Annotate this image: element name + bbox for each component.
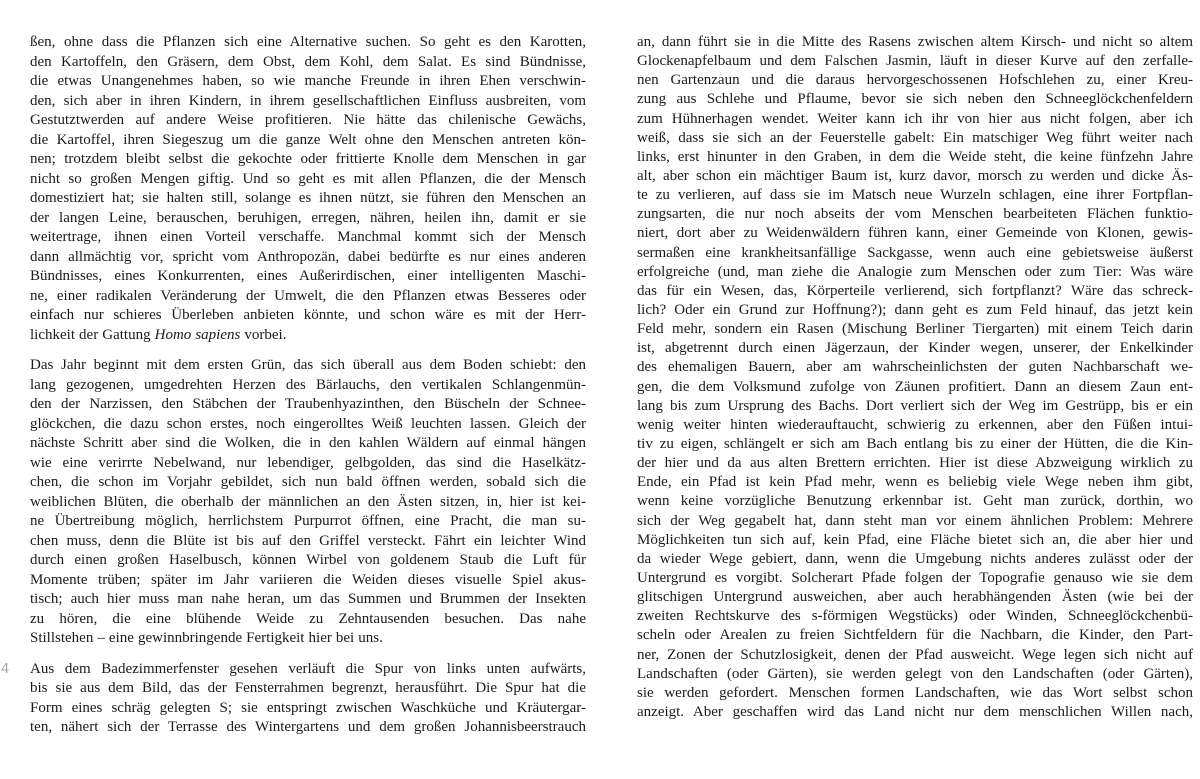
text-line: die Kartoffel, ihren Siegeszug um die ganze Welt ohne den Menschen antreten kön- [30, 131, 586, 148]
text-line: Stillstehen – eine gewinnbringende Fertigkeit hier bei uns. [30, 630, 383, 646]
text-line: nen; trotzdem bleibt selbst die gekochte oder frittierte Knolle dem Menschen in gar [30, 151, 586, 167]
text-line: Bündnisses, eines Konkurrenten, eines Außerirdischen, einer intelligenten Maschi- [30, 268, 586, 284]
text-line: bis sie aus dem Bild, das der Fensterrahmen begrenzt, herausführt. Die Spur hat die [30, 680, 586, 696]
text-line: Feld mehr, sondern ein Rasen (Mischung Berliner Tiergarten) mit einem Teich darin [637, 321, 1193, 338]
text-line: der langen Leine, berauschen, beruhigen, erregen, nähren, heilen ihn, damit er sie [30, 209, 586, 226]
text-line: wie eine verirrte Nebelwand, nur lebendiger, gelbgolden, das sind die Haselkätz- [30, 454, 586, 471]
text-line: das für ein Wesen, das, Körperteile verlierend, sich fortpflanzt? Wäre das schreck- [637, 282, 1193, 299]
text-line: nicht so großen Mengen giftig. Und so geht es mit allen Pflanzen, die der Mensch [30, 170, 586, 187]
numbered-paragraph [1, 660, 586, 738]
text-line: lang gezogenen, umgedrehten Herzen des Bärlauchs, den vertikalen Schlangenmün- [30, 376, 586, 393]
text-line: wenig weiter hinten wiederauftaucht, schwierig zu erkennen, aber den Füßen intui- [637, 416, 1193, 433]
text-line: zweiten Rechtskurve des s-förmigen Wegstücks) oder Winden, Schneeglöckchenbü- [637, 608, 1193, 625]
text-line: ne, einer radikalen Veränderung der Umwelt, die den Pflanzen etwas Besseres oder [30, 287, 586, 304]
text-line: dann allmächtig vor, spricht vom Anthropozän, dabei bedürfte es nur eines anderen [30, 248, 586, 265]
text-line: des ehemaligen Bauern, aber am wahrscheinlichsten der guten Nachbarschaft we- [637, 359, 1193, 376]
text-line: den Kartoffeln, den Gräsern, dem Obst, dem Kohl, dem Salat. Es sind Bündnisse, [30, 53, 586, 70]
text-segment: vorbei. [240, 326, 287, 343]
text-line: weiß, dass sie sich an der Feuerstelle gabelt: Ein matschiger Weg führt weiter nach [637, 129, 1193, 146]
text-line: zungsarten, die nur noch abseits der vom Menschen bearbeiteten Flächen funktio- [637, 206, 1193, 223]
text-line: chen muss, denn die Blüte ist bis auf den Griffel versteckt. Fährt ein leichter Wind [30, 532, 586, 549]
text-segment: lichkeit der Gattung [30, 326, 155, 343]
text-line: lich? Oder ein Grund zur Hoffnung?); dann geht es zum Feld hinauf, das jetzt kein [637, 301, 1193, 318]
text-line: nächste Schritt aber sind die Wolken, die in den kahlen Wäldern auf einmal hängen [30, 435, 586, 451]
text-line: anzeigt. Aber geschaffen wird das Land nicht nur dem menschlichen Willen nach, [637, 703, 1193, 720]
text-line: tisch; auch hier muss man nahe heran, um das Summen und Brummen der Insekten [30, 591, 586, 607]
text-line: glitschigen Untergrund ausweichen, aber auch herabhängenden Ästen (wie bei der [637, 589, 1193, 606]
text-line: da wieder Wege gebiert, dann, wenn die Umgebung nichts anderes zulässt oder der [637, 550, 1193, 567]
text-line: lang bis zum Ursprung des Bachs. Dort verliert sich der Weg im Gestrüpp, bis er ein [637, 397, 1193, 414]
text-line [30, 326, 586, 346]
left-page-text-column [1, 33, 586, 738]
text-line: Aus dem Badezimmerfenster gesehen verläuft die Spur von links unten aufwärts, [30, 660, 586, 677]
text-line: zum Hühnerhagen wendet. Weiter kann ich ihr von hier aus nicht folgen, aber ich [637, 110, 1193, 127]
text-line: Ende, ein Pfad ist kein Pfad mehr, wenn es beliebig viele Wege neben ihm gibt, [637, 474, 1193, 491]
text-line: Glockenapfelbaum und dem Falschen Jasmin, läuft in dieser Kurve auf den zerfalle- [637, 53, 1193, 70]
paragraph [637, 33, 1193, 722]
text-line: die etwas Unangenehmes haben, so wie manche Freunde in ihren Ehen verschwin- [30, 73, 586, 89]
text-line: sich der Weg gegabelt hat, dann steht man vor einem ähnlichen Problem: Mehrere [637, 512, 1193, 529]
text-line: scheln oder Arealen zu freien Sichtfeldern für die Nachbarn, die Kinder, den Part- [637, 627, 1193, 644]
text-line: sie werden gefordert. Menschen formen Landschaften, wie das Wort selbst schon [637, 684, 1193, 701]
text-line: den, sich aber in ihren Kindern, in ihrem gesellschaftlichen Einfluss ausbreiten, vom [30, 92, 586, 109]
text-line: glöckchen, die dazu schon erstes, noch eingerolltes Weiß leuchten lassen. Gleich der [30, 415, 586, 432]
text-line: Möglichkeiten tun sich auf, kein Pfad, eine Fläche bietet sich an, die aber hier und [637, 531, 1193, 548]
paragraph [30, 33, 586, 345]
text-line: sermaßen eine krankheitsanfällige Sackgasse, wenn auch eine gebietsweise äußerst [637, 244, 1193, 261]
text-line: niert, dort aber zu Weidenwäldern führen kann, einer Gemeinde von Klonen, gewis- [637, 225, 1193, 242]
text-line: links, erst hinunter in den Graben, in dem die Weide steht, die keine fünfzehn Jahre [637, 148, 1193, 165]
text-line: nen Gartenzaun und die daraus hervorgeschossenen Hofschlehen zu, einer Kreu- [637, 72, 1193, 89]
text-line: der hier und da aus alten Brettern errichten. Hier ist diese Abzweigung wirklich zu [637, 455, 1193, 472]
text-line: Landschaften (oder Gärten), sie werden gelegt von den Landschaften (oder Gärten), [637, 665, 1193, 682]
text-line: zung aus Schlehe und Pflaume, bevor sie sich neben den Schneeglöckchenfeldern [637, 91, 1193, 108]
text-line: tiv zu eigen, schlängelt er sich am Bach entlang bis zu einer der Hütten, die die Kin- [637, 435, 1193, 452]
italic-species-name: Homo sapiens [154, 326, 241, 343]
text-line: chen, die schon im Vorjahr gebildet, sich nun bald öffnen werden, sobald sich die [30, 474, 586, 490]
text-line: wenn keine vorzügliche Benutzung erkennbar ist. Geht man zurück, dorthin, wo [637, 493, 1193, 510]
text-line: Form eines schräg gelegten S; sie entspringt zwischen Waschküche und Kräutergar- [30, 699, 586, 716]
text-line: alt, aber schon ein mächtiger Baum ist, kurz davor, morsch zu werden und dicke Äs- [637, 167, 1193, 184]
text-line: den der Narzissen, den Stäbchen der Traubenhyazinthen, den Büscheln der Schnee- [30, 396, 586, 412]
paragraph [30, 356, 586, 649]
text-line: Untergrund es vorgibt. Solcherart Pfade folgen der Topografie genauso wie sie dem [637, 569, 1193, 586]
text-line: te zu verlieren, auf dass sie im Matsch neue Wurzeln schlagen, eine ihrer Fortpflan- [637, 187, 1193, 204]
right-page-text-column [637, 33, 1193, 722]
text-line: Gestutztwerden auf andere Weise profitieren. Nie hätte das chilenische Gewächs, [30, 112, 586, 128]
text-line: gen, die dem Volksmund zufolge von Zäunen profitiert. Dann an diesem Zaun ent- [637, 378, 1193, 395]
text-line: domestiziert hat; sie halten still, solange es ihnen nützt, sie führen den Menschen an [30, 190, 586, 206]
text-line: weitertrage, ihnen einen Vorteil verschaffe. Manchmal kommt sich der Mensch [30, 229, 586, 245]
text-line: Momente trüben; später im Jahr variieren die Weiden dieses visuelle Spiel akus- [30, 571, 586, 588]
text-line: an, dann führt sie in die Mitte des Rasens zwischen altem Kirsch- und nicht so altem [637, 34, 1193, 50]
text-line: weiblichen Blüten, die oberhalb der männlichen an den Ästen sitzen, in, hier ist kei- [30, 493, 586, 510]
text-line: einfach nur schieres Überleben anbieten könnte, und schon wäre es mit der Herr- [30, 307, 586, 323]
margin-paragraph-number: 4 [1, 661, 10, 677]
text-line: ten, nähert sich der Terrasse des Wintergartens und dem großen Johannisbeerstrauch [30, 719, 586, 735]
text-line: Das Jahr beginnt mit dem ersten Grün, das sich überall aus dem Boden schiebt: den [30, 357, 586, 373]
text-line: ist, abgetrennt durch einen Jägerzaun, der Kinder wegen, unserer, der Enkelkinder [637, 340, 1193, 357]
text-line: ner, Zonen der Schutzlosigkeit, denen der Pfad ausweicht. Wege legen sich nicht auf [637, 646, 1193, 663]
text-line: durch einen großen Haselbusch, können Wirbel von goldenem Staub die Luft für [30, 552, 586, 568]
text-line: erfolgreiche (und, man ziehe die Analogie zum Menschen oder zum Tier: Was wäre [637, 263, 1193, 280]
text-line: ßen, ohne dass die Pflanzen sich eine Alternative suchen. So geht es den Karotten, [30, 34, 586, 50]
text-line: ne Übertreibung möglich, herrlichstem Purpurrot öffnen, eine Pracht, die man su- [30, 513, 586, 529]
text-line: zu hören, die eine blühende Weide zu Zehntausenden besuchen. Das nahe [30, 610, 586, 627]
